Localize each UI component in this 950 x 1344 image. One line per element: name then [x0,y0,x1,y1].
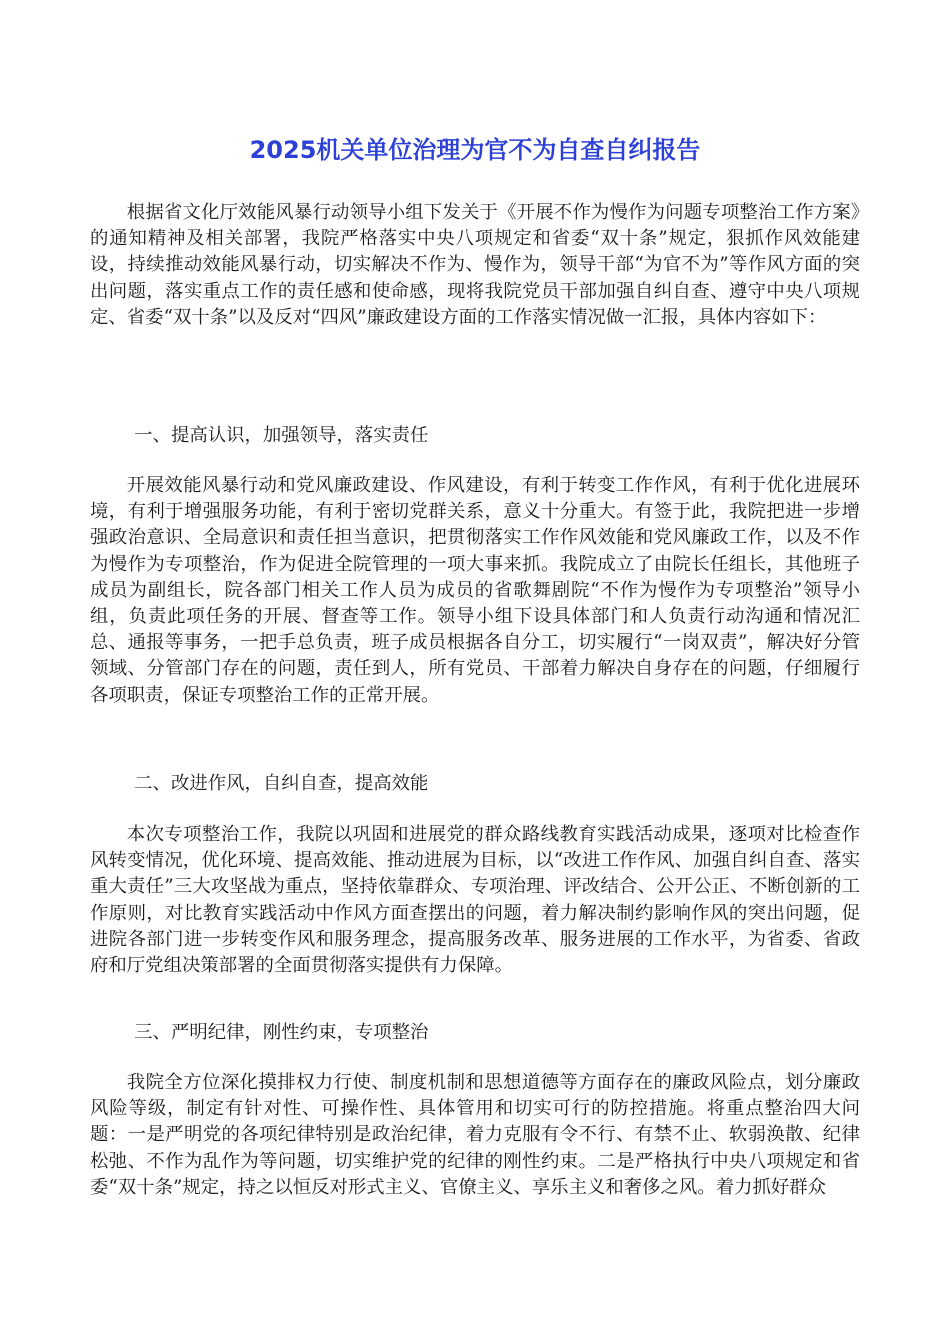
section-paragraph-1: 开展效能风暴行动和党风廉政建设、作风建设，有利于转变工作作风，有利于优化进展环境，有利于增强服务功能，有利于密切党群关系，意义十分重大。有签于此，我院把进一步增强政治意识、全局意识和责任担当意识，把贯彻落实工作作风效能和党风廉政工作，以及不作为慢作为专项整治，作为促进全院管理的一项大事来抓。我院成立了由院长任组长，其他班子成员为副组长，院各部门相关工作人员为成员的省歌舞剧院“不作为慢作为专项整治”领导小组，负责此项任务的开展、督查等工作。领导小组下设具体部门和人负责行动沟通和情况汇总、通报等事务，一把手总负责，班子成员根据各自分工，切实履行“一岗双责”，解决好分管领域、分管部门存在的问题，责任到人，所有党员、干部着力解决自身存在的问题，仔细履行各项职责，保证专项整治工作的正常开展。 [90,475,860,706]
document-title: 2025机关单位治理为官不为自查自纠报告 [249,136,701,164]
section-heading-3: 三、严明纪律，刚性约束，专项整治 [134,1022,429,1043]
section-heading-2: 二、改进作风，自纠自查，提高效能 [134,773,429,794]
section-paragraph-2: 本次专项整治工作，我院以巩固和进展党的群众路线教育实践活动成果，逐项对比检查作风转变情况，优化环境、提高效能、推动进展为目标，以“改进工作作风、加强自纠自查、落实重大责任”三大攻坚战为重点，坚持依靠群众、专项治理、评改结合、公开公正、不断创新的工作原则，对比教育实践活动中作风方面查摆出的问题，着力解决制约影响作风的突出问题，促进院各部门进一步转变作风和服务理念，提高服务改革、服务进展的工作水平，为省委、省政府和厅党组决策部署的全面贯彻落实提供有力保障。 [90,824,860,977]
section-paragraph-3: 我院全方位深化摸排权力行使、制度机制和思想道德等方面存在的廉政风险点，划分廉政风险等级，制定有针对性、可操作性、具体管用和切实可行的防控措施。将重点整治四大问题：一是严明党的各项纪律特别是政治纪律，着力克服有令不行、有禁不止、软弱涣散、纪律松弛、不作为乱作为等问题，切实维护党的纪律的刚性约束。二是严格执行中央八项规定和省委“双十条”规定，持之以恒反对形式主义、官僚主义、享乐主义和奢侈之风。着力抓好群众 [90,1072,860,1198]
section-heading-1: 一、提高认识，加强领导，落实责任 [134,425,429,446]
intro-paragraph: 根据省文化厅效能风暴行动领导小组下发关于《开展不作为慢作为问题专项整治工作方案》的通知精神及相关部署，我院严格落实中央八项规定和省委“双十条”规定，狠抓作风效能建设，持续推动效能风暴行动，切实解决不作为、慢作为，领导干部“为官不为”等作风方面的突出问题，落实重点工作的责任感和使命感，现将我院党员干部加强自纠自查、遵守中央八项规定、省委“双十条”以及反对“四风”廉政建设方面的工作落实情况做一汇报，具体内容如下： [90,202,860,328]
